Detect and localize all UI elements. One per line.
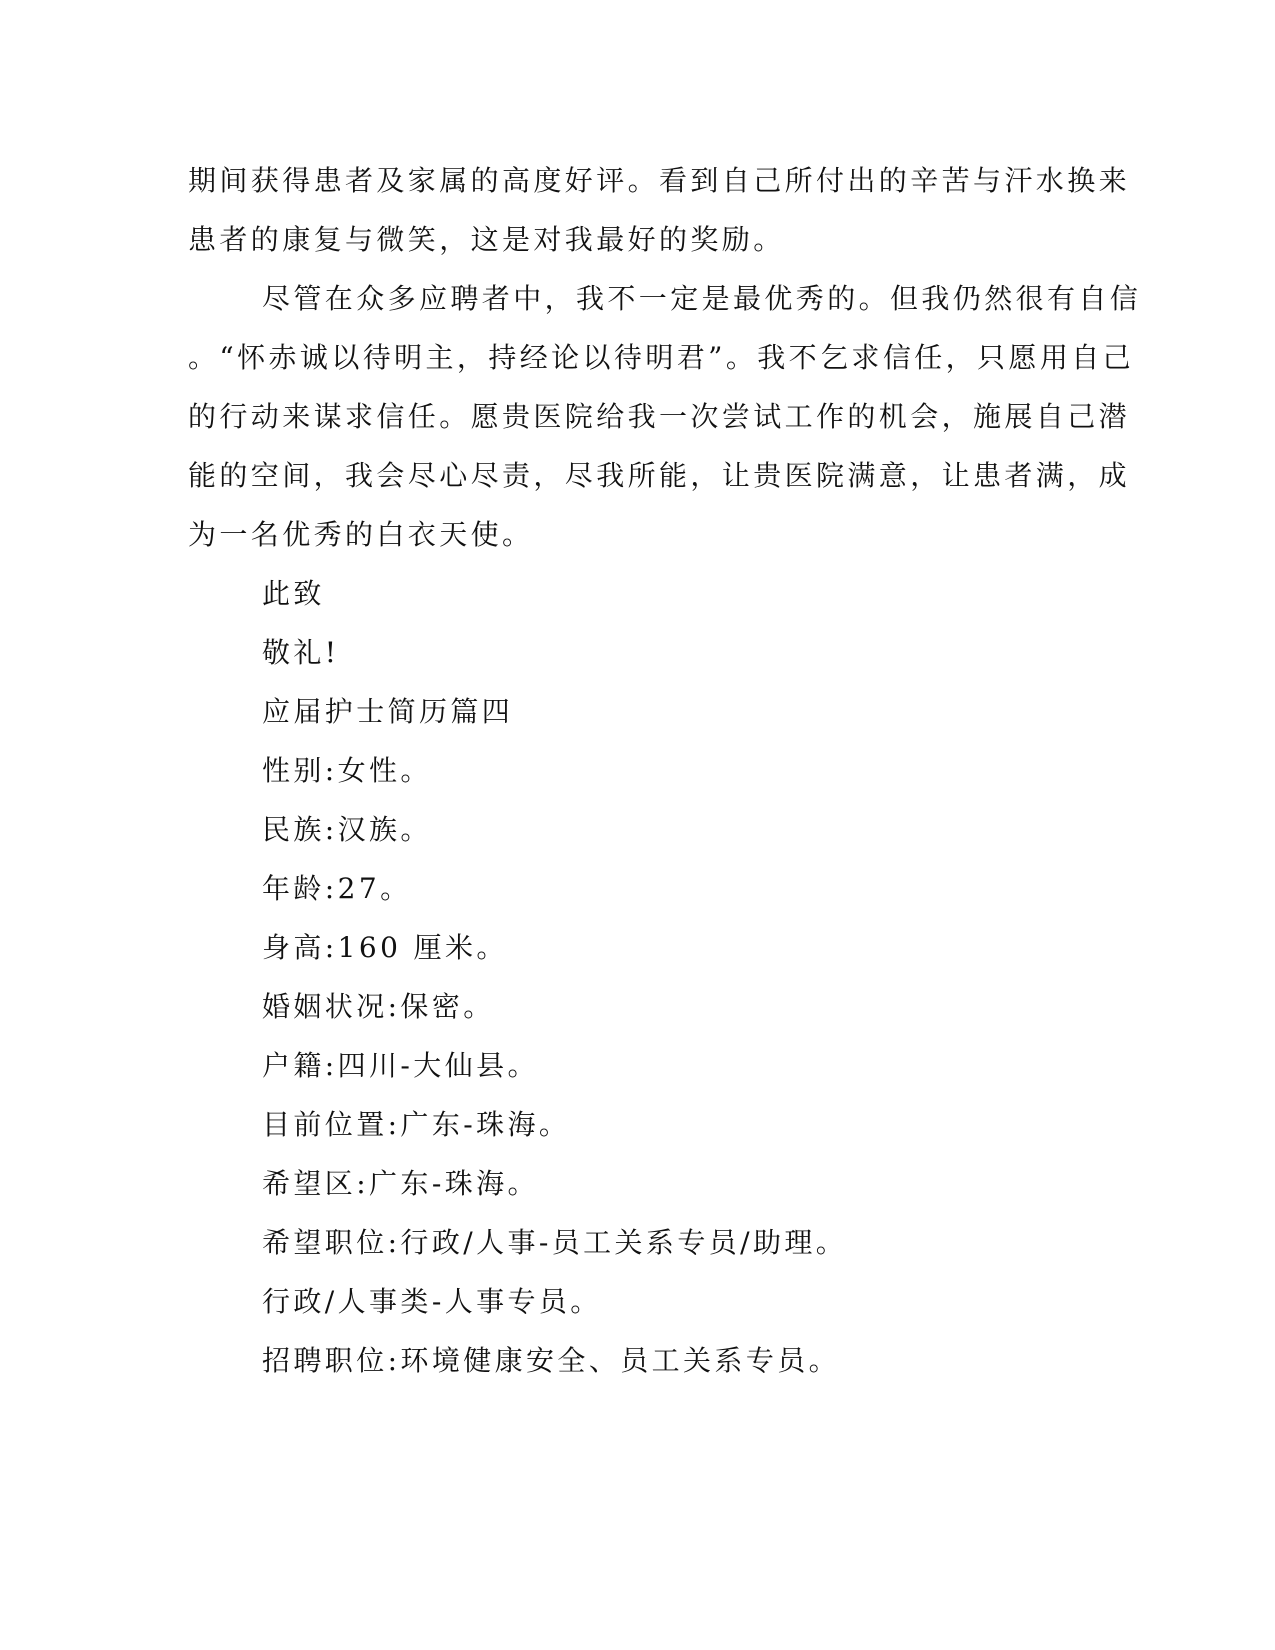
profile-item: 民族:汉族。 xyxy=(262,813,432,846)
profile-item: 性别:女性。 xyxy=(262,754,432,787)
profile-item: 户籍:四川-大仙县。 xyxy=(262,1049,539,1082)
body-text-line: 为一名优秀的白衣天使。 xyxy=(188,518,534,551)
body-text-line: 能的空间，我会尽心尽责，尽我所能，让贵医院满意，让患者满，成 xyxy=(188,459,1131,492)
profile-item: 希望职位:行政/人事-员工关系专员/助理。 xyxy=(262,1226,848,1259)
body-text-line: 的行动来谋求信任。愿贵医院给我一次尝试工作的机会，施展自己潜 xyxy=(188,400,1131,433)
profile-item: 婚姻状况:保密。 xyxy=(262,990,495,1023)
section-title: 应届护士简历篇四 xyxy=(262,695,514,728)
profile-item: 目前位置:广东-珠海。 xyxy=(262,1108,571,1141)
profile-item: 身高:160 厘米。 xyxy=(262,931,508,964)
closing-line: 此致 xyxy=(262,577,325,610)
body-text-line: 患者的康复与微笑，这是对我最好的奖励。 xyxy=(188,223,785,256)
profile-item: 招聘职位:环境健康安全、员工关系专员。 xyxy=(262,1344,841,1377)
body-text-line: 尽管在众多应聘者中，我不一定是最优秀的。但我仍然很有自信 xyxy=(262,282,1142,315)
profile-item: 年龄:27。 xyxy=(262,872,412,905)
closing-line: 敬礼! xyxy=(262,636,340,669)
profile-item: 希望区:广东-珠海。 xyxy=(262,1167,539,1200)
body-text-line: 。“怀赤诚以待明主，持经论以待明君”。我不乞求信任，只愿用自己 xyxy=(188,341,1135,374)
body-text-line: 期间获得患者及家属的高度好评。看到自己所付出的辛苦与汗水换来 xyxy=(188,164,1131,197)
profile-item: 行政/人事类-人事专员。 xyxy=(262,1285,602,1318)
